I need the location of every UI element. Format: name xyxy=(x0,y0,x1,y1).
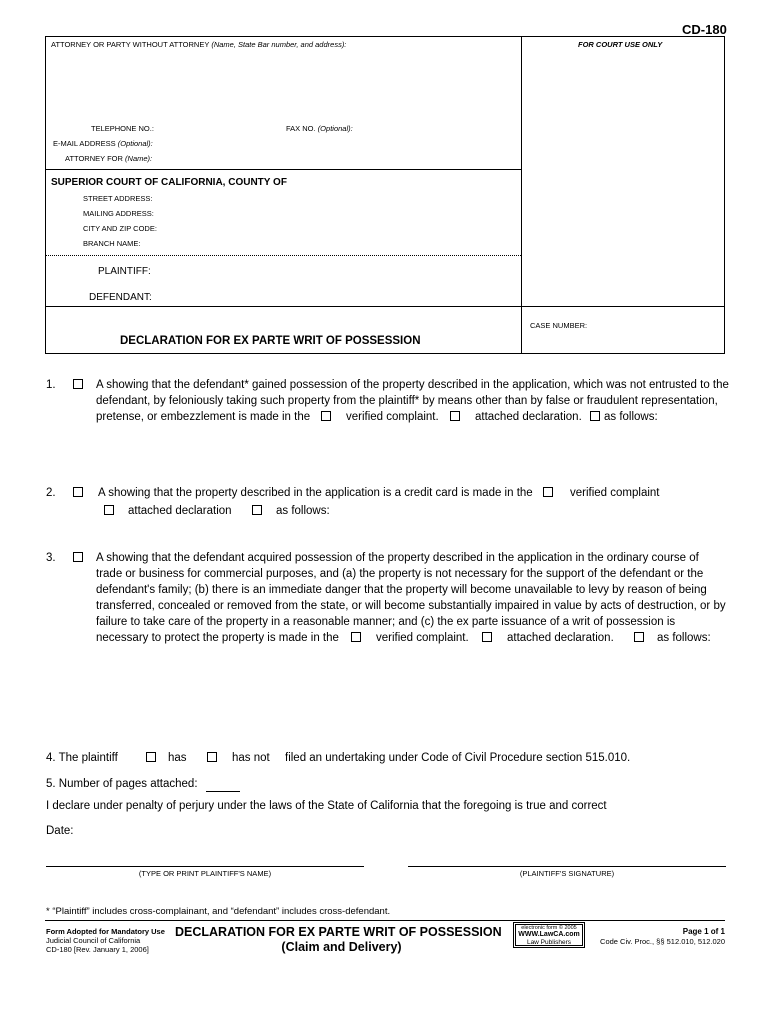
case-number-field[interactable] xyxy=(530,332,720,348)
telephone-label: TELEPHONE NO.: xyxy=(91,124,154,133)
name-line xyxy=(46,866,364,867)
item1-line1: A showing that the defendant* gained possession of the property described in the application, which was not entrusted to the xyxy=(96,379,729,391)
court-title: SUPERIOR COURT OF CALIFORNIA, COUNTY OF xyxy=(51,177,287,188)
code-citation: Code Civ. Proc., §§ 512.010, 512.020 xyxy=(600,937,725,946)
mailing-label: MAILING ADDRESS: xyxy=(83,209,154,218)
signature-line xyxy=(408,866,726,867)
item4-tail: filed an undertaking under Code of Civil Procedure section 515.010. xyxy=(285,752,631,764)
adopted-line2: Judicial Council of California xyxy=(46,936,141,945)
attorney-name-address-field[interactable] xyxy=(48,52,518,118)
item4-has-label: has xyxy=(168,752,187,764)
form-title: DECLARATION FOR EX PARTE WRIT OF POSSESSION xyxy=(120,335,421,347)
item1-checkbox[interactable] xyxy=(73,379,83,389)
item3-attached-label: attached declaration. xyxy=(507,632,614,644)
case-number-label: CASE NUMBER: xyxy=(530,321,588,330)
attorney-for-label: ATTORNEY FOR (Name): xyxy=(65,154,153,163)
item3-verified-label: verified complaint. xyxy=(376,632,469,644)
date-field[interactable] xyxy=(78,822,278,838)
item2-attached-label: attached declaration xyxy=(128,505,232,517)
stamp-line2: WWW.LawCA.com xyxy=(518,931,580,938)
item1-follows-label: as follows: xyxy=(604,411,658,423)
item4-has-not-label: has not xyxy=(232,752,270,764)
fax-label: FAX NO. (Optional): xyxy=(286,124,353,133)
item4-lead: 4. The plaintiff xyxy=(46,752,118,764)
county-field[interactable] xyxy=(294,175,516,188)
defendant-label: DEFENDANT: xyxy=(89,292,152,303)
item2-text-field[interactable] xyxy=(96,521,716,543)
item1-follows-checkbox[interactable] xyxy=(590,411,600,421)
item3-checkbox[interactable] xyxy=(73,552,83,562)
branch-label: BRANCH NAME: xyxy=(83,239,141,248)
footer-subtitle: (Claim and Delivery) xyxy=(281,940,402,954)
attorney-for-field[interactable] xyxy=(158,151,516,163)
footnote: * “Plaintiff” includes cross-complainant, and “defendant” includes cross-defendant. xyxy=(46,906,391,917)
item3-line2: trade or business for commercial purposes, and (a) the property is not necessary for the support of the defendant or the xyxy=(96,568,704,580)
item3-text-field[interactable] xyxy=(96,650,716,742)
item2-number: 2. xyxy=(46,487,56,499)
attorney-label: ATTORNEY OR PARTY WITHOUT ATTORNEY (Name, State Bar number, and address): xyxy=(51,40,347,49)
pages-attached-underline xyxy=(206,791,240,792)
city-label: CITY AND ZIP CODE: xyxy=(83,224,157,233)
item2-follows-label: as follows: xyxy=(276,505,330,517)
item2-verified-label: verified complaint xyxy=(570,487,660,499)
declaration-text: I declare under penalty of perjury under the laws of the State of California that the foregoing is true and correct xyxy=(46,800,607,812)
item2-follows-checkbox[interactable] xyxy=(252,505,262,515)
telephone-field[interactable] xyxy=(158,121,278,133)
item3-line6: necessary to protect the property is made in the xyxy=(96,632,339,644)
item3-follows-label: as follows: xyxy=(657,632,711,644)
item3-line5: failure to take care of the property in a reasonable manner; and (c) the ex parte issuance of a writ of possession is xyxy=(96,616,676,628)
item3-line4: transferred, concealed or removed from the state, or will become substantially impaired in value by acts of destruction, or by xyxy=(96,600,726,612)
city-field[interactable] xyxy=(162,222,516,233)
item1-attached-checkbox[interactable] xyxy=(450,411,460,421)
adopted-line1: Form Adopted for Mandatory Use xyxy=(46,927,165,936)
stamp-line1: electronic form © 2005 xyxy=(521,925,577,931)
fax-field[interactable] xyxy=(356,121,516,133)
form-number: CD-180 xyxy=(682,22,727,37)
footer-title: DECLARATION FOR EX PARTE WRIT OF POSSESSION xyxy=(175,925,502,939)
defendant-field[interactable] xyxy=(160,289,516,303)
item2-attached-checkbox[interactable] xyxy=(104,505,114,515)
street-field[interactable] xyxy=(158,192,516,203)
plaintiff-name-field[interactable] xyxy=(46,848,364,865)
item1-number: 1. xyxy=(46,379,56,391)
signature-caption: (PLAINTIFF'S SIGNATURE) xyxy=(519,869,615,878)
plaintiff-field[interactable] xyxy=(160,263,516,277)
page-number: Page 1 of 1 xyxy=(682,927,725,936)
item1-line3: pretense, or embezzlement is made in the xyxy=(96,411,311,423)
parties-section-divider xyxy=(45,306,725,307)
item1-line2: defendant, by feloniously taking such property from the plaintiff* by means other than by false or fraudulent representation, xyxy=(96,395,718,407)
name-caption: (TYPE OR PRINT PLAINTIFF'S NAME) xyxy=(138,869,272,878)
item3-number: 3. xyxy=(46,552,56,564)
street-label: STREET ADDRESS: xyxy=(83,194,153,203)
email-field[interactable] xyxy=(145,136,515,148)
date-label: Date: xyxy=(46,825,74,837)
item2-verified-checkbox[interactable] xyxy=(543,487,553,497)
item3-follows-checkbox[interactable] xyxy=(634,632,644,642)
item2-line1: A showing that the property described in the application is a credit card is made in the xyxy=(98,487,533,499)
branch-field[interactable] xyxy=(145,237,516,248)
adopted-line3: CD-180 [Rev. January 1, 2006] xyxy=(46,945,149,954)
email-label: E-MAIL ADDRESS (Optional): xyxy=(53,139,153,148)
item3-line3: defendant's family; (b) there is an immediate danger that the property will become unavailable to levy by reason of being xyxy=(96,584,707,596)
court-use-label: FOR COURT USE ONLY xyxy=(578,40,663,49)
item1-text-field[interactable] xyxy=(96,428,716,476)
item4-has-checkbox[interactable] xyxy=(146,752,156,762)
item4-has-not-checkbox[interactable] xyxy=(207,752,217,762)
item1-verified-label: verified complaint. xyxy=(346,411,439,423)
mailing-field[interactable] xyxy=(158,207,516,218)
court-section-divider xyxy=(45,255,521,256)
item2-checkbox[interactable] xyxy=(73,487,83,497)
item1-attached-label: attached declaration. xyxy=(475,411,582,423)
footer-rule xyxy=(45,920,725,921)
item5-lead: 5. Number of pages attached: xyxy=(46,778,198,790)
attorney-section-divider xyxy=(45,169,521,170)
item3-line1: A showing that the defendant acquired possession of the property described in the application in the ordinary course of xyxy=(96,552,699,564)
plaintiff-label: PLAINTIFF: xyxy=(98,266,151,277)
item1-verified-checkbox[interactable] xyxy=(321,411,331,421)
plaintiff-signature-field[interactable] xyxy=(408,848,726,865)
item3-attached-checkbox[interactable] xyxy=(482,632,492,642)
pages-attached-field[interactable] xyxy=(206,777,240,791)
item3-verified-checkbox[interactable] xyxy=(351,632,361,642)
stamp-line3: Law Publishers xyxy=(526,939,572,946)
